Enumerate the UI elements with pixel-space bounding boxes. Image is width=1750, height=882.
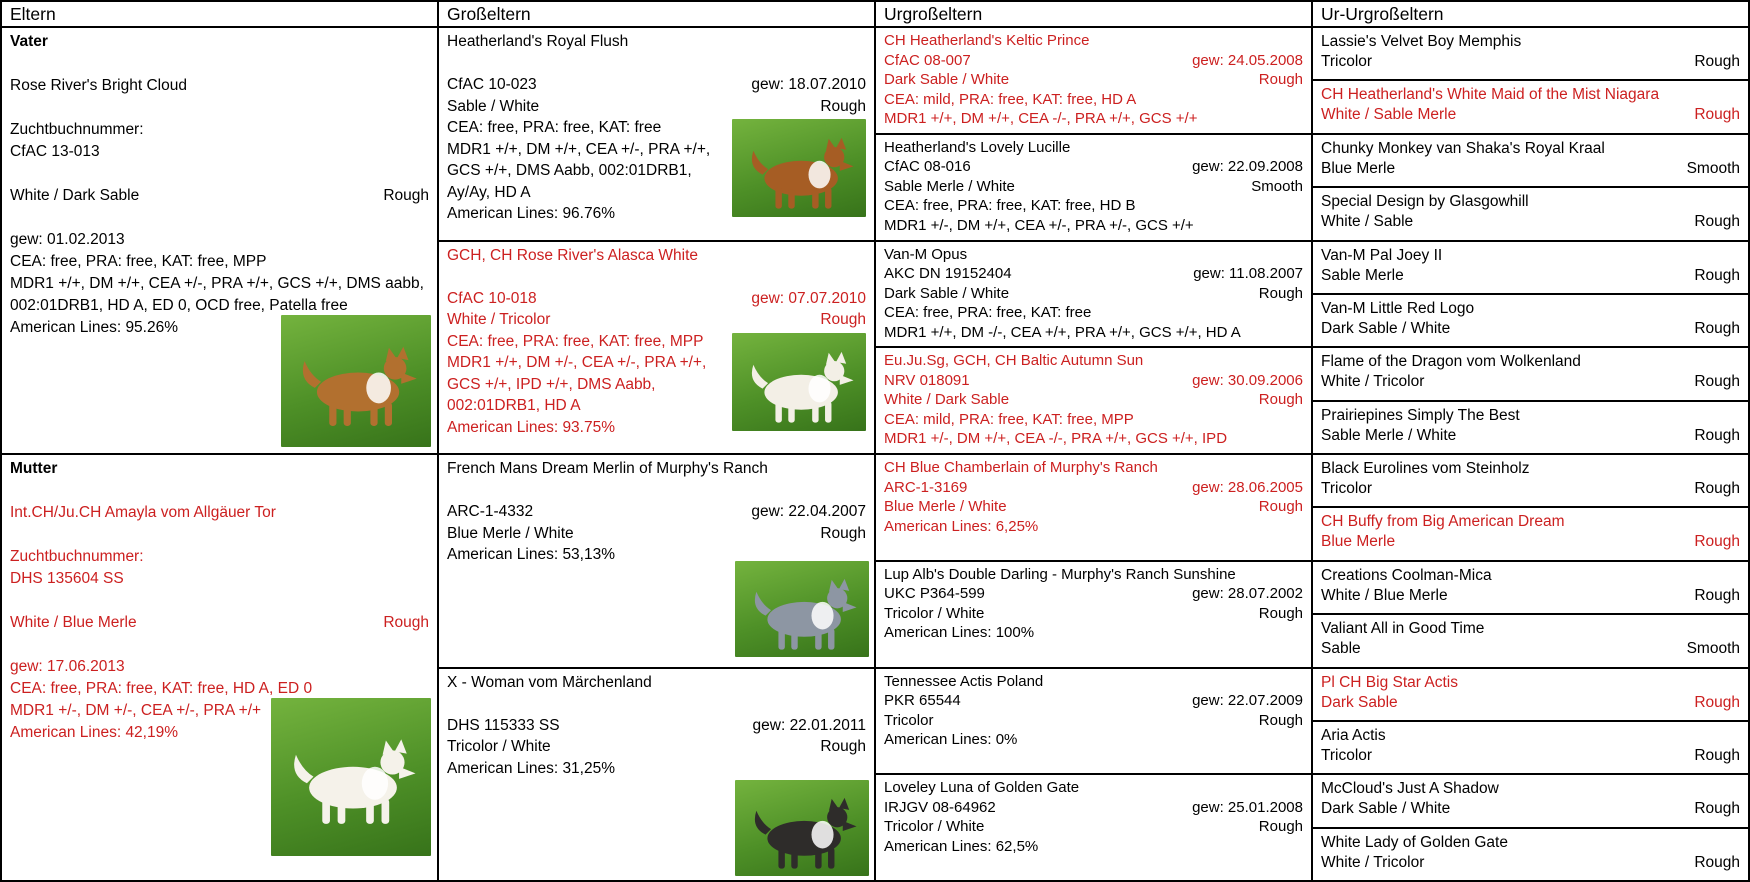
dog-coat: Rough	[1258, 818, 1303, 836]
dog-american-lines: American Lines: 53,13%	[447, 546, 616, 563]
mother-color: White / Blue Merle	[10, 614, 137, 631]
great-great-grandparent-cell	[1313, 455, 1748, 506]
dog-registration: DHS 115333 SS	[447, 716, 560, 734]
great-grandparent-cell	[876, 669, 1311, 774]
column-great-great-grandparents	[1313, 2, 1748, 880]
dog-registration: IRJGV 08-64962	[884, 798, 996, 816]
dog-registration: CfAC 10-018	[447, 289, 537, 307]
grandparent-cell-3	[439, 455, 874, 667]
dog-coat: Rough	[820, 311, 866, 328]
great-grandparent-cell	[876, 242, 1311, 347]
dog-born: gew: 25.01.2008	[1192, 798, 1303, 816]
dog-registration: NRV 018091	[884, 371, 970, 389]
dog-extra-line-1: American Lines: 100%	[884, 624, 1035, 642]
dog-coat: Smooth	[1686, 640, 1740, 658]
dog-registration: ARC-1-4332	[447, 503, 534, 520]
dog-health-2: MDR1 +/+, DM +/-, CEA +/-, PRA +/+, GCS +/+, IPD +/+, DMS Aabb, 002:01DRB1, HD A	[447, 354, 707, 414]
mother-studbook-label: Zuchtbuchnummer:	[10, 548, 144, 565]
dog-name: Eu.Ju.Sg, GCH, CH Baltic Autumn Sun	[884, 352, 1144, 370]
dog-coat: Rough	[1694, 373, 1740, 391]
dog-coat: Rough	[1258, 711, 1303, 729]
dog-coat: Smooth	[1686, 159, 1740, 177]
dog-name: Heatherland's Royal Flush	[447, 33, 629, 50]
dog-coat: Rough	[820, 524, 866, 542]
column-parents	[2, 2, 437, 880]
father-name: Rose River's Bright Cloud	[10, 77, 187, 94]
column-grandparents	[439, 2, 874, 880]
dog-name: Lup Alb's Double Darling - Murphy's Ranch Sunshine	[884, 565, 1236, 583]
dog-name: Valiant All in Good Time	[1321, 620, 1485, 638]
dog-registration: PKR 65544	[884, 692, 961, 709]
dog-name: Loveley Luna of Golden Gate	[884, 779, 1080, 797]
dog-born: gew: 30.09.2006	[1192, 371, 1303, 389]
dog-name: Pl CH Big Star Actis	[1321, 673, 1458, 691]
dog-registration: CfAC 08-007	[884, 51, 971, 69]
dog-born: gew: 22.09.2008	[1192, 158, 1303, 176]
dog-name: Van-M Little Red Logo	[1321, 299, 1475, 317]
column-header-ur-urgrosseltern: Ur-Urgroßeltern	[1313, 2, 1748, 26]
great-grandparent-cell	[876, 135, 1311, 240]
mother-coat: Rough	[383, 614, 429, 631]
dog-extra-line-2: MDR1 +/-, DM +/+, CEA +/-, PRA +/-, GCS +/+	[884, 216, 1194, 234]
mother-born: gew: 17.06.2013	[10, 658, 125, 675]
great-great-grandparent-cell	[1313, 295, 1748, 346]
great-great-grandparent-cell	[1313, 242, 1748, 293]
dog-color: Tricolor / White	[884, 604, 985, 622]
dog-coat: Rough	[1694, 586, 1740, 604]
father-coat: Rough	[383, 187, 429, 204]
mother-name: Int.CH/Ju.CH Amayla vom Allgäuer Tor	[10, 504, 276, 521]
mother-health-1: CEA: free, PRA: free, KAT: free, HD A, ED 0	[10, 680, 313, 697]
dog-color: White / Dark Sable	[884, 391, 1010, 409]
column-great-grandparents	[876, 2, 1311, 880]
father-cell	[2, 28, 437, 453]
father-role-label: Vater	[10, 33, 48, 50]
dog-coat: Rough	[1258, 284, 1303, 302]
dog-coat: Rough	[1694, 426, 1740, 444]
dog-name: Van-M Pal Joey II	[1321, 246, 1443, 264]
grandparent-1-dog-photo	[732, 119, 866, 217]
dog-coat: Rough	[1694, 213, 1740, 231]
dog-name: Aria Actis	[1321, 726, 1386, 744]
dog-health-1: CEA: free, PRA: free, KAT: free	[447, 119, 662, 136]
dog-born: gew: 22.07.2009	[1192, 692, 1303, 709]
mother-cell	[2, 455, 437, 880]
dog-name: GCH, CH Rose River's Alasca White	[447, 246, 699, 264]
father-studbook-number: CfAC 13-013	[10, 143, 100, 160]
dog-color: Sable Merle / White	[884, 177, 1015, 195]
dog-name: Creations Coolman-Mica	[1321, 566, 1492, 584]
dog-color: Tricolor	[1321, 746, 1373, 764]
dog-coat: Smooth	[1251, 177, 1303, 195]
mother-health-2: MDR1 +/-, DM +/-, CEA +/-, PRA +/+	[10, 702, 262, 719]
dog-name: CH Heatherland's Keltic Prince	[884, 32, 1090, 49]
dog-color: White / Sable Merle	[1321, 106, 1457, 124]
dog-extra-line-1: CEA: free, PRA: free, KAT: free, HD B	[884, 197, 1136, 215]
dog-color: Dark Sable / White	[884, 284, 1010, 302]
dog-coat: Rough	[1694, 853, 1740, 871]
dog-born: gew: 07.07.2010	[751, 289, 866, 307]
dog-health-1: CEA: free, PRA: free, KAT: free, MPP	[447, 332, 704, 350]
dog-color: White / Tricolor	[1321, 373, 1425, 391]
dog-coat: Rough	[1694, 746, 1740, 764]
dog-born: gew: 24.05.2008	[1192, 51, 1303, 69]
dog-extra-line-2: MDR1 +/+, DM -/-, CEA +/+, PRA +/+, GCS +/+, HD A	[884, 323, 1241, 341]
mother-dog-photo	[271, 698, 431, 856]
great-great-grandparent-cell	[1313, 722, 1748, 773]
dog-registration: ARC-1-3169	[884, 478, 968, 496]
grandparent-3-dog-photo	[735, 561, 869, 657]
great-great-grandparent-cell	[1313, 562, 1748, 613]
dog-born: gew: 18.07.2010	[751, 76, 866, 93]
dog-coat: Rough	[1694, 53, 1740, 70]
great-great-grandparent-cell	[1313, 775, 1748, 826]
dog-extra-line-1: CEA: mild, PRA: free, KAT: free, HD A	[884, 90, 1137, 108]
great-grandparent-cell	[876, 775, 1311, 880]
dog-color: Blue Merle / White	[447, 524, 574, 542]
great-grandparent-cell	[876, 455, 1311, 560]
dog-color: White / Tricolor	[447, 311, 551, 328]
dog-coat: Rough	[1694, 266, 1740, 284]
dog-american-lines: American Lines: 31,25%	[447, 759, 616, 777]
dog-name: CH Buffy from Big American Dream	[1321, 513, 1565, 531]
dog-extra-line-1: CEA: mild, PRA: free, KAT: free, MPP	[884, 410, 1134, 428]
dog-born: gew: 28.07.2002	[1192, 585, 1303, 603]
great-great-grandparent-cell	[1313, 829, 1748, 880]
dog-name: CH Blue Chamberlain of Murphy's Ranch	[884, 459, 1158, 476]
dog-color: Tricolor	[1321, 480, 1373, 497]
dog-color: Blue Merle	[1321, 533, 1396, 551]
dog-name: White Lady of Golden Gate	[1321, 833, 1508, 851]
dog-coat: Rough	[1694, 106, 1740, 124]
great-grandparent-cell	[876, 562, 1311, 667]
dog-color: White / Blue Merle	[1321, 586, 1448, 604]
dog-coat: Rough	[1694, 319, 1740, 337]
dog-coat: Rough	[1258, 71, 1303, 88]
dog-born: gew: 22.04.2007	[751, 503, 866, 520]
dog-color: Tricolor	[1321, 53, 1373, 70]
dog-coat: Rough	[1694, 800, 1740, 818]
great-great-grandparent-cell	[1313, 508, 1748, 559]
great-great-grandparent-cell	[1313, 81, 1748, 132]
dog-name: Flame of the Dragon vom Wolkenland	[1321, 353, 1581, 371]
dog-born: gew: 22.01.2011	[752, 716, 866, 734]
grandparent-2-dog-photo	[732, 333, 866, 431]
dog-american-lines: American Lines: 96.76%	[447, 205, 616, 222]
dog-name: CH Heatherland's White Maid of the Mist Niagara	[1321, 86, 1660, 104]
column-header-urgrosseltern: Urgroßeltern	[876, 2, 1311, 26]
dog-name: Van-M Opus	[884, 245, 968, 263]
dog-extra-line-1: CEA: free, PRA: free, KAT: free	[884, 304, 1092, 321]
dog-extra-line-2: MDR1 +/+, DM +/+, CEA -/-, PRA +/+, GCS +/+	[884, 110, 1198, 127]
dog-color: Blue Merle / White	[884, 498, 1007, 515]
dog-color: Dark Sable	[1321, 693, 1398, 711]
grandparent-cell-4	[439, 669, 874, 881]
mother-role-label: Mutter	[10, 460, 58, 477]
dog-color: Tricolor	[884, 711, 934, 729]
dog-name: Black Eurolines vom Steinholz	[1321, 460, 1530, 477]
dog-registration: AKC DN 19152404	[884, 265, 1012, 282]
grandparent-cell-2	[439, 242, 874, 454]
dog-coat: Rough	[820, 738, 866, 755]
great-grandparent-cell	[876, 28, 1311, 133]
dog-name: McCloud's Just A Shadow	[1321, 780, 1499, 798]
dog-color: Tricolor / White	[884, 818, 985, 836]
dog-name: Chunky Monkey van Shaka's Royal Kraal	[1321, 139, 1605, 157]
great-great-grandparent-cell	[1313, 615, 1748, 666]
dog-coat: Rough	[1258, 604, 1303, 622]
dog-name: Heatherland's Lovely Lucille	[884, 138, 1071, 156]
dog-name: X - Woman vom Märchenland	[447, 673, 652, 691]
dog-american-lines: American Lines: 93.75%	[447, 418, 616, 436]
dog-coat: Rough	[1694, 480, 1740, 497]
dog-color: White / Tricolor	[1321, 853, 1425, 871]
dog-color: Sable Merle	[1321, 266, 1404, 284]
dog-name: Prairiepines Simply The Best	[1321, 406, 1520, 424]
dog-health-2: MDR1 +/+, DM +/+, CEA +/-, PRA +/+, GCS +/+, DMS Aabb, 002:01DRB1, Ay/Ay, HD A	[447, 140, 711, 201]
great-great-grandparent-cell	[1313, 348, 1748, 399]
dog-coat: Rough	[1694, 693, 1740, 711]
dog-coat: Rough	[1258, 391, 1303, 409]
dog-coat: Rough	[820, 97, 866, 115]
dog-color: Sable	[1321, 640, 1361, 658]
great-grandparent-cell	[876, 348, 1311, 453]
dog-color: Dark Sable / White	[1321, 800, 1451, 818]
father-health-2: MDR1 +/+, DM +/+, CEA +/-, PRA +/+, GCS +/+, DMS aabb, 002:01DRB1, HD A, ED 0, OCD free, Patella free	[10, 275, 424, 314]
dog-color: Dark Sable / White	[1321, 319, 1451, 337]
dog-name: French Mans Dream Merlin of Murphy's Ranch	[447, 460, 768, 477]
great-great-grandparent-cell	[1313, 669, 1748, 720]
dog-name: Special Design by Glasgowhill	[1321, 193, 1529, 211]
dog-born: gew: 11.08.2007	[1193, 265, 1303, 282]
column-header-grosseltern: Großeltern	[439, 2, 874, 26]
dog-color: Sable Merle / White	[1321, 426, 1457, 444]
great-great-grandparent-cell	[1313, 28, 1748, 79]
dog-color: Dark Sable / White	[884, 71, 1010, 88]
dog-name: Tennessee Actis Poland	[884, 672, 1044, 690]
grandparent-cell-1	[439, 28, 874, 240]
column-header-eltern: Eltern	[2, 2, 437, 26]
dog-registration: CfAC 08-016	[884, 158, 971, 176]
father-born: gew: 01.02.2013	[10, 231, 125, 248]
grandparent-4-dog-photo	[735, 780, 869, 876]
mother-studbook-number: DHS 135604 SS	[10, 570, 124, 587]
dog-color: Tricolor / White	[447, 738, 551, 755]
great-great-grandparent-cell	[1313, 188, 1748, 239]
dog-extra-line-2: MDR1 +/-, DM +/+, CEA -/-, PRA +/+, GCS +/+, IPD	[884, 430, 1228, 448]
dog-born: gew: 28.06.2005	[1192, 478, 1303, 496]
dog-extra-line-1: American Lines: 0%	[884, 731, 1018, 748]
dog-name: Lassie's Velvet Boy Memphis	[1321, 33, 1522, 50]
father-studbook-label: Zuchtbuchnummer:	[10, 121, 144, 138]
father-health-1: CEA: free, PRA: free, KAT: free, MPP	[10, 253, 267, 270]
father-color: White / Dark Sable	[10, 187, 140, 204]
dog-extra-line-1: American Lines: 62,5%	[884, 837, 1039, 855]
dog-color: White / Sable	[1321, 213, 1414, 231]
dog-coat: Rough	[1694, 533, 1740, 551]
father-american-lines: American Lines: 95.26%	[10, 319, 179, 336]
dog-color: Sable / White	[447, 97, 540, 115]
great-great-grandparent-cell	[1313, 402, 1748, 453]
mother-american-lines: American Lines: 42,19%	[10, 724, 179, 741]
dog-extra-line-1: American Lines: 6,25%	[884, 517, 1039, 535]
dog-coat: Rough	[1258, 498, 1303, 515]
dog-registration: UKC P364-599	[884, 585, 985, 603]
dog-color: Blue Merle	[1321, 159, 1396, 177]
dog-registration: CfAC 10-023	[447, 76, 537, 93]
great-great-grandparent-cell	[1313, 135, 1748, 186]
father-dog-photo	[281, 315, 431, 447]
